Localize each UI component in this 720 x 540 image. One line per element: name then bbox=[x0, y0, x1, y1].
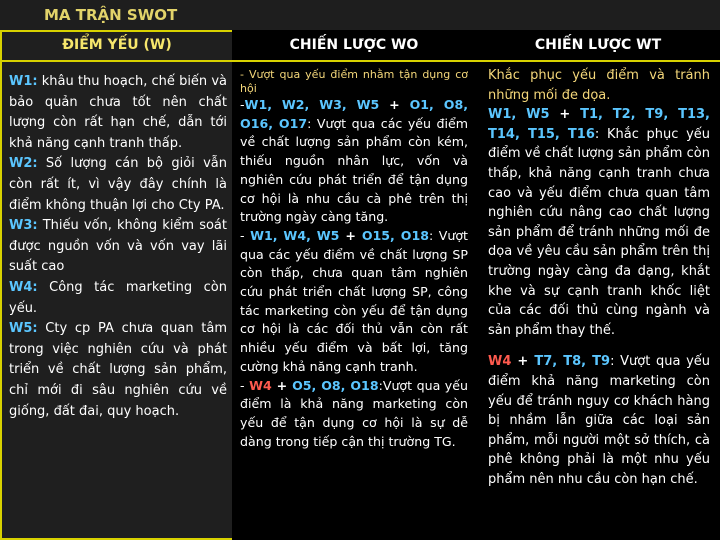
wo-prefix: - bbox=[240, 377, 250, 393]
weakness-text: Cty cp PA chưa quan tâm trong việc nghiên cứu và phát triển về chất lượng sản phẩm, chỉ mới đi sâu nghiên cứu về giống, đất đai, quy hoạch. bbox=[9, 321, 227, 419]
wt-t-codes: T7, T8, T9 bbox=[534, 354, 611, 370]
wt-heading: CHIẾN LƯỢC WT bbox=[534, 37, 662, 53]
wo-o-codes: O15, O18 bbox=[361, 227, 429, 243]
wt-w-codes: W1, W5 bbox=[488, 107, 550, 123]
wo-plus: + bbox=[271, 377, 293, 393]
weakness-list bbox=[9, 72, 227, 422]
weakness-item bbox=[9, 278, 227, 319]
wo-strategy-text bbox=[240, 68, 468, 451]
weakness-text: Số lượng cán bộ giỏi vẫn còn rất ít, vì vậy đây chính là điểm không thuận lợi cho Cty PA. bbox=[9, 156, 227, 213]
weakness-code: W1: bbox=[9, 74, 38, 89]
wo-w-codes: W1, W4, W5 bbox=[250, 227, 340, 243]
wt-t-codes: T1, T2, T9, T13, T14, T15, T16 bbox=[488, 107, 710, 142]
weakness-column bbox=[0, 30, 232, 540]
wo-text: :Vượt qua yếu điểm là khả năng marketing còn yếu để tận dụng cơ hội là sự dễ dàng trong tiếp cận thị trường TG. bbox=[240, 377, 468, 449]
wo-w-codes: W4 bbox=[249, 377, 272, 393]
weakness-text: khâu thu hoạch, chế biến và bảo quản chưa tốt nên chất lượng còn rất hạn chế, dẫn tới khả năng cạnh tranh thấp. bbox=[9, 74, 227, 151]
wt-strategy-item bbox=[488, 352, 710, 489]
weakness-code: W4: bbox=[9, 279, 38, 295]
weakness-heading: ĐIỂM YẾU (W) bbox=[62, 37, 172, 53]
wo-heading: CHIẾN LƯỢC WO bbox=[289, 37, 419, 53]
wt-text: : Khắc phục yếu điểm về chất lượng sản phẩm còn thấp, khả năng cạnh tranh chưa cao và yếu điểm chưa quan tâm nghiên cứu nâng cao chất lượng sản phẩm để tránh những mối đe dọa về yêu cầu sản phẩm trên thị trường ngày càng đa dạng, khắt khe và sự cạnh tranh khốc liệt của các đối thủ cùng ngành và sản phẩm thay thế. bbox=[488, 126, 711, 338]
wo-plus: + bbox=[379, 97, 410, 112]
weakness-item bbox=[9, 154, 227, 216]
wo-strategy-item bbox=[240, 227, 468, 377]
swot-matrix bbox=[0, 30, 720, 540]
wt-plus: + bbox=[549, 107, 581, 123]
wt-plus: + bbox=[511, 354, 535, 370]
wt-strategy-text bbox=[488, 66, 710, 489]
wt-intro: Khắc phục yếu điểm và tránh những mối đe dọa. bbox=[488, 68, 710, 103]
spacer bbox=[488, 340, 710, 352]
wt-strategy-column bbox=[476, 30, 720, 540]
wo-plus: + bbox=[339, 227, 362, 243]
weakness-item bbox=[9, 216, 227, 278]
wo-strategy-column bbox=[232, 30, 476, 540]
weakness-code: W2: bbox=[9, 156, 38, 172]
wt-w-codes: W4 bbox=[488, 354, 512, 370]
wt-text: : Vượt qua yếu điểm khả năng marketing còn yếu để tránh nguy cơ khách hàng bị nhầm lẫn giữa các loại sản phẩm, mỗi người một sở thích, cà phê không phải là một nhu yếu phẩm nên nhu cầu còn hạn chế. bbox=[488, 354, 710, 487]
weakness-item bbox=[9, 319, 227, 422]
page-title: MA TRẬN SWOT bbox=[44, 6, 178, 24]
header-divider bbox=[0, 60, 720, 62]
weakness-item bbox=[9, 72, 227, 154]
wo-o-codes: O1, O8, O16, O17 bbox=[240, 97, 469, 131]
wo-prefix: - bbox=[240, 97, 245, 112]
wo-text: : Vượt qua các yếu điểm về chất lượng SP còn thấp, chưa quan tâm nghiên cứu phát triển chất lượng SP, công tác marketing còn yếu để tận dụng cơ hội là các đối thủ vẫn còn rất nhiều yếu điểm và bất lợi, tăng cường khả năng cạnh tranh. bbox=[240, 227, 468, 374]
wo-prefix: - bbox=[240, 227, 251, 243]
wo-text: : Vượt qua các yếu điểm về chất lượng sản phẩm còn kém, thiếu nguồn nhân lực, vốn và nghiên cứu phát triển để tận dụng cơ hội là nhu cầu cà phê trên thị trường ngày càng tăng. bbox=[240, 115, 468, 225]
weakness-text: Thiếu vốn, không kiểm soát được nguồn vốn và vốn vay lãi suất cao bbox=[9, 218, 227, 275]
wt-strategy-item bbox=[488, 105, 710, 340]
wo-o-codes: O5, O8, O18 bbox=[292, 377, 379, 393]
wo-intro: - Vượt qua yếu điểm nhằm tận dụng cơ hội bbox=[240, 68, 468, 95]
wo-strategy-item bbox=[240, 377, 468, 452]
weakness-code: W5: bbox=[9, 321, 38, 337]
title-bar bbox=[0, 0, 720, 30]
weakness-text: Công tác marketing còn yếu. bbox=[9, 279, 227, 316]
wo-w-codes: W1, W2, W3, W5 bbox=[244, 97, 380, 112]
weakness-code: W3: bbox=[9, 218, 38, 234]
wo-strategy-item bbox=[240, 96, 468, 227]
